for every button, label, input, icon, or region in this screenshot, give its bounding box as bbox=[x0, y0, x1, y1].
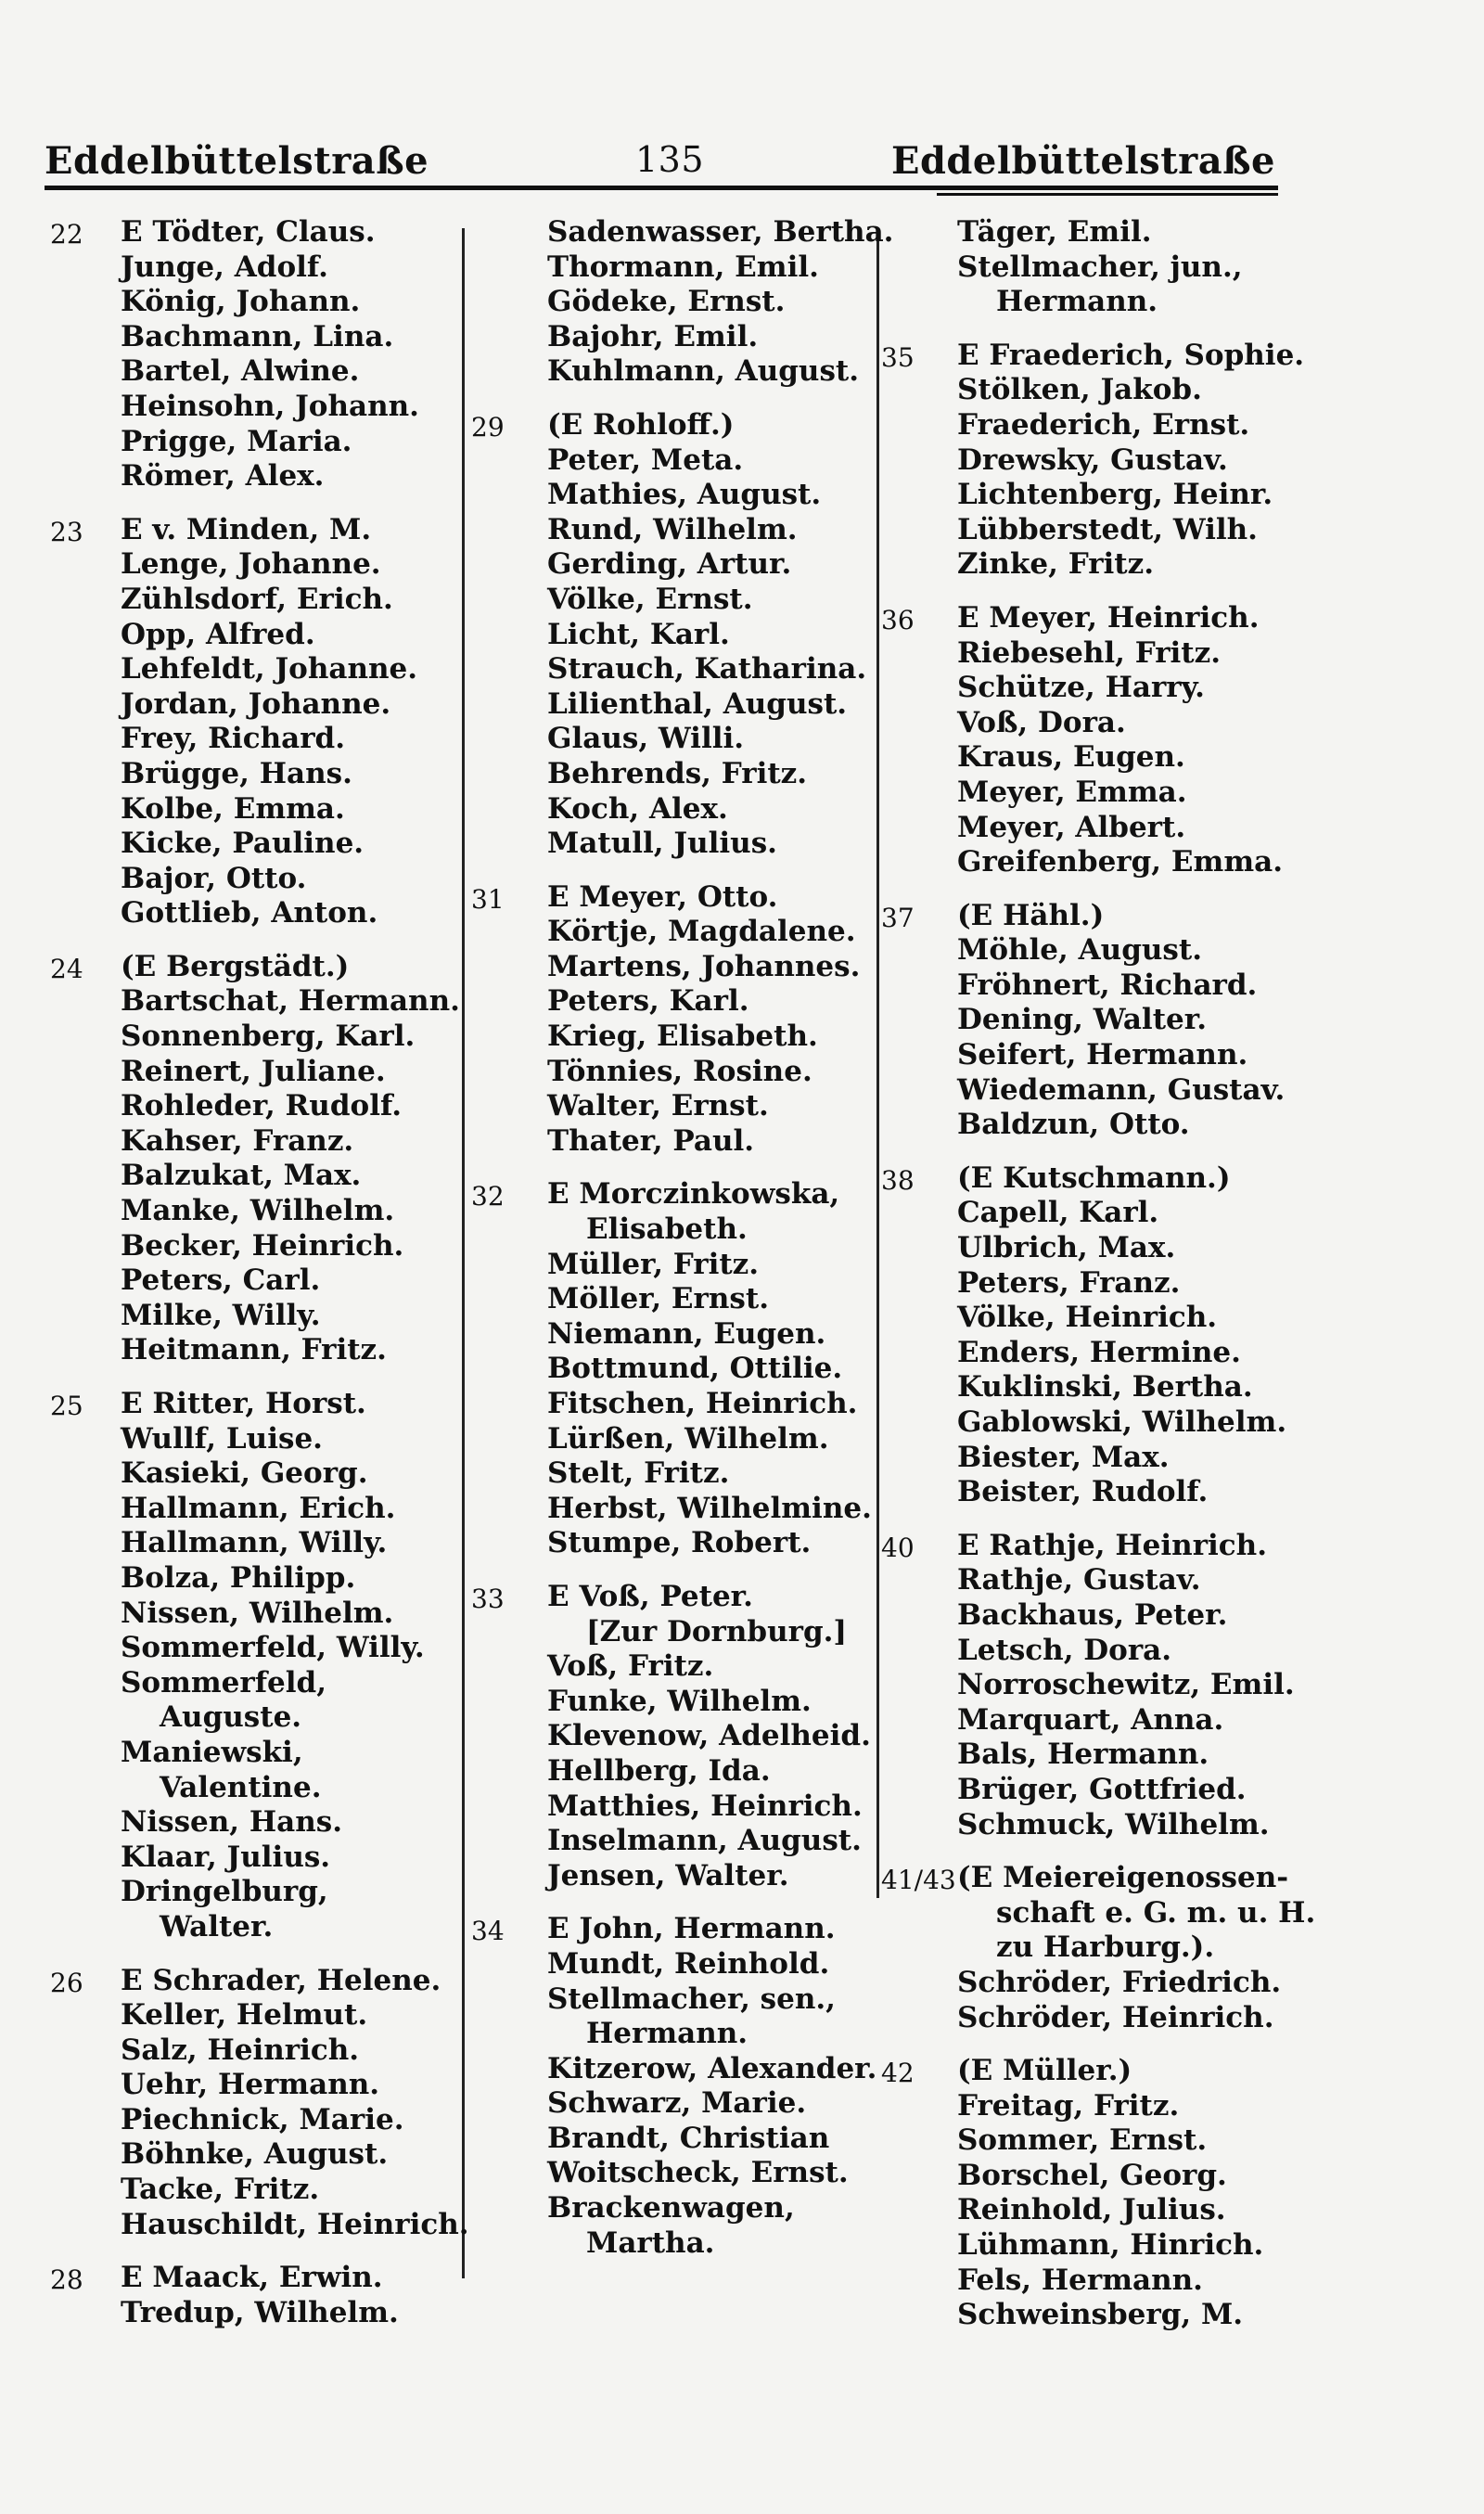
resident-line: schaft e. G. m. u. H. bbox=[996, 1895, 1316, 1930]
house-entry bbox=[471, 880, 875, 1160]
resident-line: Römer, Alex. bbox=[121, 459, 325, 494]
resident-line: Valentine. bbox=[160, 1770, 322, 1804]
resident-line: Niemann, Eugen. bbox=[547, 1316, 826, 1351]
resident-line: (E Bergstädt.) bbox=[121, 949, 350, 983]
resident-line: Greifenberg, Emma. bbox=[957, 845, 1284, 879]
resident-line: Woitscheck, Ernst. bbox=[547, 2156, 849, 2190]
resident-line: Meyer, Emma. bbox=[957, 775, 1187, 809]
resident-line: Inselmann, August. bbox=[547, 1824, 862, 1858]
resident-line: Salz, Heinrich. bbox=[121, 2033, 360, 2067]
resident-line: E Tödter, Claus. bbox=[121, 215, 376, 249]
running-head-right: Eddelbüttelstraße bbox=[890, 139, 1275, 183]
resident-line: Peters, Carl. bbox=[121, 1263, 321, 1298]
house-number: 22 bbox=[50, 219, 83, 250]
house-number: 42 bbox=[881, 2058, 915, 2089]
resident-line: Bartel, Alwine. bbox=[121, 354, 360, 389]
resident-line: Sonnenberg, Karl. bbox=[121, 1020, 416, 1054]
resident-line: Mundt, Reinhold. bbox=[547, 1946, 830, 1981]
resident-line: Fitschen, Heinrich. bbox=[547, 1387, 858, 1420]
house-entry bbox=[881, 338, 1305, 583]
resident-line: Fels, Hermann. bbox=[957, 2263, 1203, 2297]
house-number: 23 bbox=[50, 516, 83, 547]
house-entry bbox=[45, 2261, 462, 2330]
resident-line: Lichtenberg, Heinr. bbox=[957, 478, 1273, 512]
resident-line: Sommerfeld, Willy. bbox=[121, 1631, 425, 1665]
resident-line: Lilienthal, August. bbox=[547, 686, 848, 721]
resident-line: Bolza, Philipp. bbox=[121, 1560, 356, 1595]
resident-line: Gödeke, Ernst. bbox=[547, 285, 786, 319]
house-number: 28 bbox=[50, 2264, 83, 2296]
resident-line: Dringelburg, bbox=[121, 1875, 328, 1909]
resident-line: Riebesehl, Fritz. bbox=[957, 635, 1222, 670]
resident-line: Strauch, Katharina. bbox=[547, 652, 867, 686]
house-number: 36 bbox=[881, 604, 915, 635]
resident-line: Seifert, Hermann. bbox=[957, 1038, 1248, 1072]
resident-line: Kitzerow, Alexander. bbox=[547, 2051, 877, 2085]
house-entry bbox=[881, 1528, 1295, 1842]
resident-line: Sommer, Ernst. bbox=[957, 2123, 1208, 2158]
resident-line: Zühlsdorf, Erich. bbox=[121, 582, 393, 616]
resident-line: Brügge, Hans. bbox=[121, 756, 352, 790]
resident-line: Capell, Karl. bbox=[957, 1196, 1159, 1230]
resident-line: Bals, Hermann. bbox=[957, 1738, 1209, 1772]
resident-line: Lühmann, Hinrich. bbox=[957, 2228, 1264, 2263]
resident-line: Walter. bbox=[160, 1909, 274, 1943]
resident-line: Opp, Alfred. bbox=[121, 617, 315, 651]
house-number: 24 bbox=[50, 953, 83, 984]
resident-line: Körtje, Magdalene. bbox=[547, 915, 856, 949]
resident-line: Thater, Paul. bbox=[547, 1123, 755, 1158]
resident-line: Drewsky, Gustav. bbox=[957, 443, 1228, 477]
resident-line: E John, Hermann. bbox=[547, 1912, 836, 1946]
resident-line: Peter, Meta. bbox=[547, 443, 744, 477]
resident-line: Funke, Wilhelm. bbox=[547, 1684, 812, 1718]
resident-line: Lenge, Johanne. bbox=[121, 547, 381, 582]
resident-line: Enders, Hermine. bbox=[957, 1335, 1241, 1369]
house-entry bbox=[881, 2054, 1280, 2333]
resident-line: Elisabeth. bbox=[586, 1212, 748, 1247]
column-divider bbox=[876, 228, 879, 1898]
resident-line: Koch, Alex. bbox=[547, 791, 728, 826]
house-entry bbox=[45, 950, 462, 1368]
resident-line: (E Kutschmann.) bbox=[957, 1161, 1231, 1195]
resident-line: Mathies, August. bbox=[547, 478, 822, 512]
resident-line: E Meyer, Heinrich. bbox=[957, 600, 1260, 635]
resident-line: Heitmann, Fritz. bbox=[121, 1333, 387, 1367]
house-number: 35 bbox=[881, 341, 915, 373]
resident-line: E Ritter, Horst. bbox=[121, 1387, 366, 1420]
resident-line: (E Rohloff.) bbox=[547, 407, 735, 442]
resident-line: Marquart, Anna. bbox=[957, 1702, 1224, 1737]
resident-line: Letsch, Dora. bbox=[957, 1633, 1172, 1667]
resident-line: Gottlieb, Anton. bbox=[121, 896, 378, 930]
resident-line: E Voß, Peter. bbox=[547, 1579, 753, 1613]
resident-line: E Meyer, Otto. bbox=[547, 879, 778, 914]
house-entry bbox=[881, 898, 1286, 1143]
resident-line: Matull, Julius. bbox=[547, 827, 777, 861]
resident-line: Freitag, Fritz. bbox=[957, 2088, 1180, 2123]
resident-line: E Schrader, Helene. bbox=[121, 1963, 441, 1997]
resident-line: E Fraederich, Sophie. bbox=[957, 338, 1305, 372]
house-number: 29 bbox=[471, 411, 505, 443]
resident-line: Uehr, Hermann. bbox=[121, 2068, 380, 2102]
resident-line: Nissen, Wilhelm. bbox=[121, 1596, 394, 1630]
resident-line: Rohleder, Rudolf. bbox=[121, 1089, 402, 1123]
resident-line: Müller, Fritz. bbox=[547, 1247, 760, 1281]
resident-line: (E Hähl.) bbox=[957, 898, 1105, 932]
resident-line: Auguste. bbox=[160, 1700, 302, 1735]
page-number: 135 bbox=[635, 139, 705, 180]
resident-line: Krieg, Elisabeth. bbox=[547, 1020, 818, 1054]
resident-line: Sommerfeld, bbox=[121, 1665, 327, 1700]
house-number: 38 bbox=[881, 1164, 915, 1196]
resident-line: Biester, Max. bbox=[957, 1440, 1170, 1474]
resident-line: Herbst, Wilhelmine. bbox=[547, 1491, 872, 1525]
resident-line: Wullf, Luise. bbox=[121, 1421, 323, 1456]
house-entry bbox=[881, 600, 1284, 880]
resident-line: Tönnies, Rosine. bbox=[547, 1054, 812, 1088]
resident-line: Schweinsberg, M. bbox=[957, 2298, 1244, 2332]
resident-line: Täger, Emil. bbox=[957, 215, 1152, 249]
house-number: 26 bbox=[50, 1967, 83, 1998]
resident-line: (E Meiereigenossen- bbox=[957, 1861, 1289, 1895]
resident-line: Möller, Ernst. bbox=[547, 1282, 769, 1316]
house-entry bbox=[471, 1580, 875, 1893]
resident-line: Reinhold, Julius. bbox=[957, 2193, 1226, 2227]
resident-line: Wiedemann, Gustav. bbox=[957, 1072, 1286, 1107]
house-number: 37 bbox=[881, 902, 915, 933]
resident-line: Backhaus, Peter. bbox=[957, 1597, 1228, 1632]
resident-line: Schröder, Heinrich. bbox=[957, 2000, 1274, 2034]
resident-line: Piechnick, Marie. bbox=[121, 2102, 404, 2136]
resident-line: Kasieki, Georg. bbox=[121, 1456, 368, 1491]
resident-line: Schröder, Friedrich. bbox=[957, 1965, 1282, 1999]
resident-line: Kahser, Franz. bbox=[121, 1123, 354, 1158]
house-entry bbox=[881, 1861, 1316, 2035]
resident-line: Hermann. bbox=[586, 2017, 748, 2051]
resident-line: Hellberg, Ida. bbox=[547, 1753, 771, 1788]
resident-line: Stumpe, Robert. bbox=[547, 1526, 812, 1560]
resident-line: Voß, Fritz. bbox=[547, 1649, 714, 1684]
resident-line: Milke, Willy. bbox=[121, 1298, 321, 1332]
resident-line: Martha. bbox=[586, 2225, 715, 2260]
house-number: 32 bbox=[471, 1181, 505, 1212]
resident-line: E Morczinkowska, bbox=[547, 1177, 840, 1212]
resident-line: Peters, Karl. bbox=[547, 984, 749, 1019]
header-rule-secondary bbox=[937, 193, 1278, 196]
resident-line: Böhnke, August. bbox=[121, 2137, 389, 2172]
house-entry bbox=[881, 1161, 1287, 1510]
resident-line: Kuhlmann, August. bbox=[547, 354, 860, 389]
resident-line: Stölken, Jakob. bbox=[957, 373, 1202, 407]
resident-line: Völke, Ernst. bbox=[547, 582, 753, 616]
house-entry bbox=[45, 1963, 469, 2243]
house-number: 25 bbox=[50, 1391, 83, 1421]
resident-line: Bachmann, Lina. bbox=[121, 319, 394, 353]
resident-line: Lürßen, Wilhelm. bbox=[547, 1421, 829, 1456]
resident-line: Peters, Franz. bbox=[957, 1265, 1181, 1300]
resident-line: Gablowski, Wilhelm. bbox=[957, 1405, 1287, 1439]
resident-line: Möhle, August. bbox=[957, 933, 1202, 968]
resident-line: Brüger, Gottfried. bbox=[957, 1772, 1247, 1806]
resident-line: Reinert, Juliane. bbox=[121, 1054, 386, 1088]
resident-line: Fröhnert, Richard. bbox=[957, 968, 1258, 1002]
resident-line: Brackenwagen, bbox=[547, 2191, 795, 2225]
column-3 bbox=[881, 215, 1316, 2352]
resident-line: Norroschewitz, Emil. bbox=[957, 1668, 1295, 1702]
resident-line: Manke, Wilhelm. bbox=[121, 1194, 395, 1228]
resident-line: Hallmann, Willy. bbox=[121, 1526, 388, 1560]
resident-line: Sadenwasser, Bertha. bbox=[547, 215, 894, 249]
resident-line: Bottmund, Ottilie. bbox=[547, 1352, 843, 1386]
resident-line: Rathje, Gustav. bbox=[957, 1563, 1201, 1597]
resident-line: Ulbrich, Max. bbox=[957, 1231, 1176, 1265]
resident-line: Keller, Helmut. bbox=[121, 1998, 368, 2033]
header-rule bbox=[45, 186, 1278, 190]
resident-line: Frey, Richard. bbox=[121, 722, 345, 756]
resident-line: Martens, Johannes. bbox=[547, 949, 861, 983]
resident-line: Balzukat, Max. bbox=[121, 1159, 362, 1193]
resident-line: Schmuck, Wilhelm. bbox=[957, 1807, 1270, 1841]
resident-line: Heinsohn, Johann. bbox=[121, 389, 419, 423]
resident-line: Tredup, Wilhelm. bbox=[121, 2295, 399, 2329]
house-entry bbox=[881, 215, 1280, 320]
resident-line: Rund, Wilhelm. bbox=[547, 512, 798, 546]
resident-line: [Zur Dornburg.] bbox=[586, 1614, 848, 1648]
resident-line: Klevenow, Adelheid. bbox=[547, 1719, 871, 1753]
resident-line: Fraederich, Ernst. bbox=[957, 407, 1250, 442]
resident-line: Lübberstedt, Wilh. bbox=[957, 512, 1258, 546]
resident-line: Voß, Dora. bbox=[957, 705, 1126, 739]
house-number: 41/43 bbox=[881, 1865, 956, 1896]
resident-line: Tacke, Fritz. bbox=[121, 2173, 320, 2207]
column-divider bbox=[462, 228, 465, 2278]
house-number: 40 bbox=[881, 1532, 915, 1563]
resident-line: Kicke, Pauline. bbox=[121, 827, 365, 861]
resident-line: Maniewski, bbox=[121, 1735, 303, 1769]
resident-line: Glaus, Willi. bbox=[547, 722, 745, 756]
resident-line: Behrends, Fritz. bbox=[547, 756, 808, 790]
resident-line: Hauschildt, Heinrich. bbox=[121, 2207, 469, 2241]
resident-line: Schwarz, Marie. bbox=[547, 2086, 807, 2121]
resident-line: Kolbe, Emma. bbox=[121, 791, 345, 826]
resident-line: E Maack, Erwin. bbox=[121, 2261, 383, 2295]
resident-line: Matthies, Heinrich. bbox=[547, 1789, 863, 1823]
column-1 bbox=[45, 215, 469, 2349]
resident-line: Meyer, Albert. bbox=[957, 810, 1186, 844]
resident-line: Bajohr, Emil. bbox=[547, 319, 759, 353]
resident-line: E Rathje, Heinrich. bbox=[957, 1528, 1268, 1562]
resident-line: Kraus, Eugen. bbox=[957, 740, 1185, 775]
resident-line: Jensen, Walter. bbox=[547, 1858, 789, 1892]
resident-line: (E Müller.) bbox=[957, 2054, 1132, 2088]
resident-line: Walter, Ernst. bbox=[547, 1089, 769, 1123]
resident-line: Völke, Heinrich. bbox=[957, 1301, 1218, 1335]
house-number: 33 bbox=[471, 1583, 505, 1614]
resident-line: Brandt, Christian bbox=[547, 2121, 830, 2155]
resident-line: Stellmacher, jun., bbox=[957, 250, 1243, 284]
resident-line: Stellmacher, sen., bbox=[547, 1982, 836, 2016]
resident-line: Lehfeldt, Johanne. bbox=[121, 652, 418, 686]
resident-line: Gerding, Artur. bbox=[547, 547, 792, 582]
resident-line: zu Harburg.). bbox=[996, 1930, 1215, 1965]
resident-line: Hallmann, Erich. bbox=[121, 1491, 396, 1525]
resident-line: König, Johann. bbox=[121, 285, 361, 319]
resident-line: Hermann. bbox=[996, 285, 1158, 319]
resident-line: Becker, Heinrich. bbox=[121, 1228, 404, 1263]
running-head-left: Eddelbüttelstraße bbox=[45, 139, 429, 183]
resident-line: Stelt, Fritz. bbox=[547, 1456, 730, 1491]
resident-line: Zinke, Fritz. bbox=[957, 547, 1155, 582]
column-2 bbox=[471, 215, 894, 2279]
resident-line: Licht, Karl. bbox=[547, 617, 730, 651]
house-entry bbox=[471, 215, 894, 390]
house-entry bbox=[45, 1387, 462, 1945]
house-entry bbox=[45, 513, 462, 931]
house-entry bbox=[471, 408, 875, 862]
house-number: 31 bbox=[471, 883, 505, 915]
resident-line: Junge, Adolf. bbox=[121, 250, 328, 284]
resident-line: Beister, Rudolf. bbox=[957, 1475, 1209, 1509]
house-entry bbox=[471, 1912, 875, 2261]
house-entry bbox=[45, 215, 462, 494]
resident-line: E v. Minden, M. bbox=[121, 512, 372, 546]
resident-line: Nissen, Hans. bbox=[121, 1805, 343, 1840]
resident-line: Thormann, Emil. bbox=[547, 250, 819, 284]
resident-line: Schütze, Harry. bbox=[957, 671, 1205, 705]
resident-line: Baldzun, Otto. bbox=[957, 1108, 1190, 1142]
resident-line: Bajor, Otto. bbox=[121, 861, 307, 895]
resident-line: Dening, Walter. bbox=[957, 1003, 1208, 1037]
house-entry bbox=[471, 1177, 875, 1561]
resident-line: Jordan, Johanne. bbox=[121, 686, 391, 721]
resident-line: Klaar, Julius. bbox=[121, 1840, 331, 1874]
resident-line: Prigge, Maria. bbox=[121, 424, 352, 458]
resident-line: Borschel, Georg. bbox=[957, 2158, 1227, 2192]
resident-line: Kuklinski, Bertha. bbox=[957, 1370, 1253, 1405]
house-number: 34 bbox=[471, 1916, 505, 1947]
resident-line: Bartschat, Hermann. bbox=[121, 984, 460, 1019]
